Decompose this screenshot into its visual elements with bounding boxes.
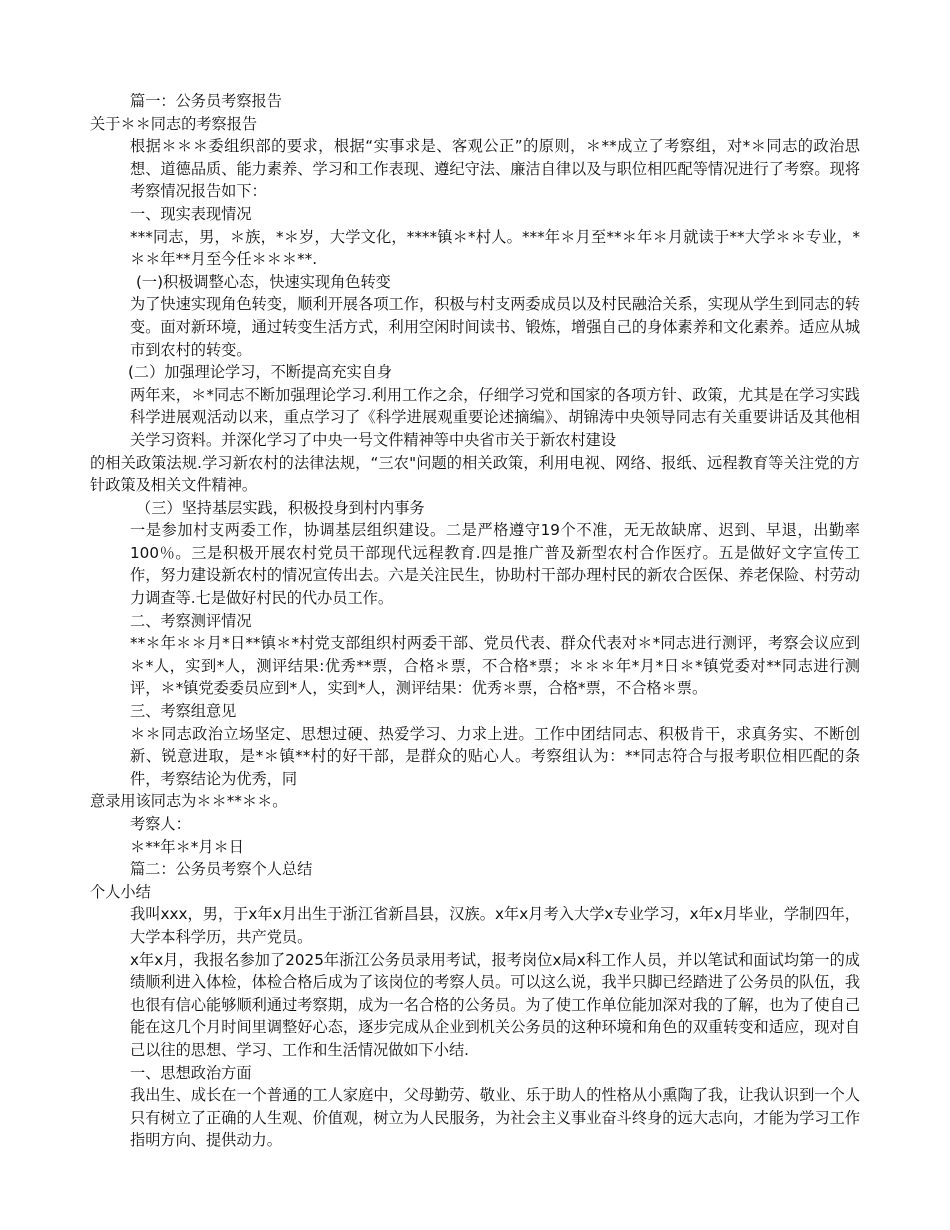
section-heading: 一、思想政治方面 [130,1063,252,1082]
paragraph: 为了快速实现角色转变，顺利开展各项工作，积极与村支两委成员以及村民融洽关系，实现从学生到同志的转变。面对新环境，通过转变生活方式，利用空闲时间读书、锻炼，增强自己的身体素养和文化素养。适应从城市到农村的转变。 [130,295,860,359]
paragraph-continuation: 意录用该同志为＊＊**＊＊。 [90,792,288,811]
report-title: 关于＊＊同志的考察报告 [90,114,258,133]
report-date: ＊**年＊*月＊日 [130,837,244,856]
section-heading: 二、考察测评情况 [130,611,252,630]
heading-part-one: 篇一：公务员考察报告 [130,92,282,110]
paragraph: ***同志，男，＊族，*＊岁，大学文化，****镇＊*村人。***年＊月至**＊年＊月就读于**大学＊＊专业，*＊＊年**月至今任＊＊＊**. [130,227,860,269]
paragraph: 一是参加村支两委工作，协调基层组织建设。二是严格遵守19个不准，无无故缺席、迟到、早退，出勤率100％。三是积极开展农村党员干部现代远程教育.四是推广普及新型农村合作医疗。五是做好文字宣传工作，努力建设新农村的情况宣传出去。六是关注民生，协助村干部办理村民的新农合医保、养老保险、村劳动力调查等.七是做好村民的代办员工作。 [130,521,860,608]
paragraph: **＊年＊＊月*日**镇＊*村党支部组织村两委干部、党员代表、群众代表对＊*同志进行测评，考察会议应到＊*人，实到*人，测评结果:优秀**票，合格＊票，不合格*票；＊＊＊年*月*日＊*镇党委对**同志进行测评，＊*镇党委委员应到*人，实到*人，测评结果：优秀＊票，合格*票，不合格＊票。 [130,634,860,698]
paragraph: 我叫xxx，男，于x年x月出生于浙江省新昌县，汉族。x年x月考入大学x专业学习，x年x月毕业，学制四年，大学本科学历，共产党员。 [130,905,860,946]
paragraph: x年x月，我报名参加了2025年浙江公务员录用考试，报考岗位x局x科工作人员，并以笔试和面试均第一的成绩顺利进入体检，体检合格后成为了该岗位的考察人员。可以这么说，我半只脚已经踏进了公务员的队伍，我也很有信心能够顺利通过考察期，成为一名合格的公务员。为了使工作单位能加深对我的了解，也为了使自己能在这几个月时间里调整好心态，逐步完成从企业到机关公务员的这种环境和角色的双重转变和适应，现对自己以往的思想、学习、工作和生活情况做如下小结. [130,950,860,1059]
subsection-heading: (一)积极调整心态，快速实现角色转变 [136,272,391,291]
inspector-label: 考察人： [130,815,191,833]
section-heading: 三、考察组意见 [130,702,237,721]
section-heading: 一、现实表现情况 [130,204,252,223]
heading-part-two: 篇二：公务员考察个人总结 [130,860,313,879]
paragraph: ＊＊同志政治立场坚定、思想过硬、热爱学习、力求上进。工作中团结同志、积极肯干，求真务实、不断创新、锐意进取，是*＊镇**村的好干部，是群众的贴心人。考察组认为：**同志符合与报考职位相匹配的条件，考察结论为优秀，同 [130,724,860,788]
subsection-heading: (二）加强理论学习，不断提高充实自身 [128,363,393,382]
subsection-heading: （三）坚持基层实践，积极投身到村内事务 [136,498,425,517]
document-body [90,90,860,1152]
paragraph: 的相关政策法规.学习新农村的法律法规，“三农"问题的相关政策，利用电视、网络、报纸、远程教育等关注党的方针政策及相关文件精神。 [90,453,860,495]
paragraph: 根据＊＊＊委组织部的要求，根据“实事求是、客观公正”的原则，＊**成立了考察组，对*＊同志的政治思想、道德品质、能力素养、学习和工作表现、遵纪守法、廉洁自律以及与职位相匹配等情况进行了考察。现将考察情况报告如下： [130,137,860,201]
summary-title: 个人小结 [90,882,151,901]
paragraph: 两年来，＊*同志不断加强理论学习.利用工作之余，仔细学习党和国家的各项方针、政策，尤其是在学习实践科学进展观活动以来，重点学习了《科学进展观重要论述摘编》、胡锦涛中央领导同志有关重要讲话及其他相关学习资料。并深化学习了中央一号文件精神等中央省市关于新农村建设 [130,385,860,449]
paragraph: 我出生、成长在一个普通的工人家庭中，父母勤劳、敬业、乐于助人的性格从小熏陶了我，让我认识到一个人只有树立了正确的人生观、价值观，树立为人民服务，为社会主义事业奋斗终身的远大志向，才能为学习工作指明方向、提供动力。 [130,1086,860,1150]
